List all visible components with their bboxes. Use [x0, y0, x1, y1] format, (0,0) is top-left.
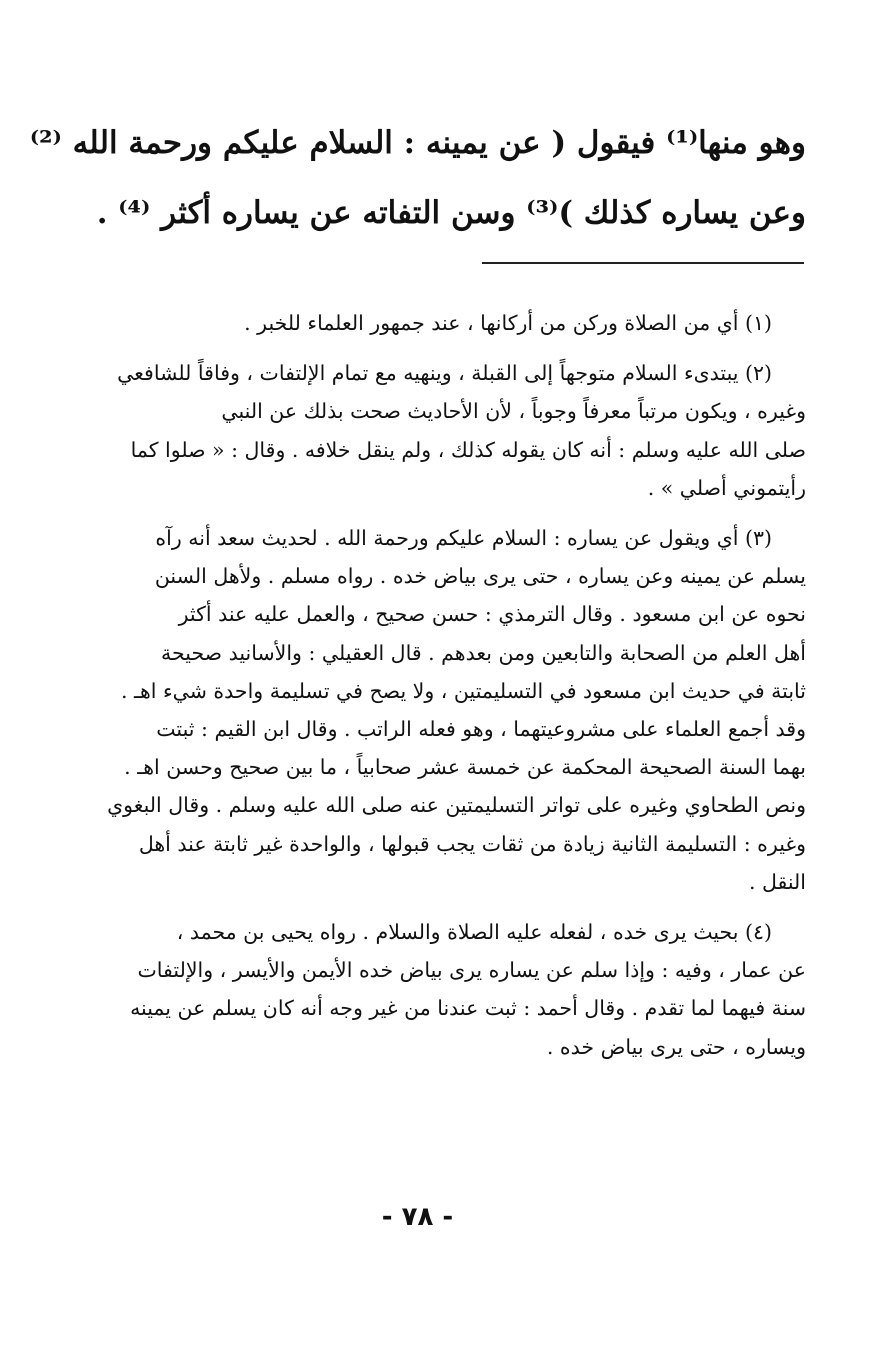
footnote-line: وقد أجمع العلماء على مشروعيتهما ، وهو فعله الراتب . وقال ابن القيم : ثبتت [156, 717, 806, 742]
footnote-line: (٢) يبتدىء السلام متوجهاً إلى القبلة ، وينهيه مع تمام الإلتفات ، وفاقاً للشافعي [117, 361, 772, 386]
footnote-line: (٣) أي ويقول عن يساره : السلام عليكم ورحمة الله . لحديث سعد أنه رآه [155, 526, 772, 551]
footnote-1 [76, 304, 806, 342]
footnote-line: عن عمار ، وفيه : وإذا سلم عن يساره يرى بياض خده الأيمن والأيسر ، والإلتفات [137, 958, 806, 983]
footnotes [76, 304, 806, 1078]
footnote-line: ثابتة في حديث ابن مسعود في التسليمتين ، ولا يصح في تسليمة واحدة شيء اهـ . [120, 678, 806, 703]
footnote-line: وغيره ، ويكون مرتباً معرفاً وجوباً ، لأن الأحاديث صحت بذلك عن النبي [221, 399, 806, 424]
footnote-3 [76, 519, 806, 901]
footnote-separator [482, 262, 804, 264]
footnote-line: نحوه عن ابن مسعود . وقال الترمذي : حسن صحيح ، والعمل عليه عند أكثر [178, 602, 806, 627]
main-text-line: وهو منها⁽¹⁾ فيقول ( عن يمينه : السلام عليكم ورحمة الله ⁽²⁾ [29, 125, 806, 161]
main-text [29, 108, 806, 248]
footnote-line: (٤) بحيث يرى خده ، لفعله عليه الصلاة والسلام . رواه يحيى بن محمد ، [176, 920, 772, 945]
footnote-line: أهل العلم من الصحابة والتابعين ومن بعدهم . قال العقيلي : والأسانيد صحيحة [161, 640, 806, 665]
footnote-line: النقل . [748, 869, 806, 894]
footnote-line: سنة فيهما لما تقدم . وقال أحمد : ثبت عندنا من غير وجه أنه كان يسلم عن يمينه [130, 996, 806, 1021]
footnote-line: ونص الطحاوي وغيره على تواتر التسليمتين عنه صلى الله عليه وسلم . وقال البغوي [107, 793, 806, 818]
footnote-line: يسلم عن يمينه وعن يساره ، حتى يرى بياض خده . رواه مسلم . ولأهل السنن [154, 564, 806, 589]
footnote-line: (١) أي من الصلاة وركن من أركانها ، عند جمهور العلماء للخبر . [244, 311, 772, 335]
footnote-line: رأيتموني أصلي » . [647, 475, 806, 500]
footnote-line: ويساره ، حتى يرى بياض خده . [546, 1034, 806, 1059]
footnote-2 [76, 354, 806, 507]
footnote-line: بهما السنة الصحيحة المحكمة عن خمسة عشر صحابياً ، ما بين صحيح وحسن اهـ . [124, 755, 806, 780]
footnote-line: صلى الله عليه وسلم : أنه كان يقوله كذلك ، ولم ينقل خلافه . وقال : « صلوا كما [130, 437, 806, 462]
main-text-line: وعن يساره كذلك )⁽³⁾ وسن التفاته عن يساره أكثر ⁽⁴⁾ . [96, 195, 806, 231]
page-number: - ٧٨ - [381, 1202, 454, 1232]
footnote-4 [76, 913, 806, 1066]
footnote-line: وغيره : التسليمة الثانية زيادة من ثقات يجب قبولها ، والواحدة غير ثابتة عند أهل [138, 831, 806, 856]
